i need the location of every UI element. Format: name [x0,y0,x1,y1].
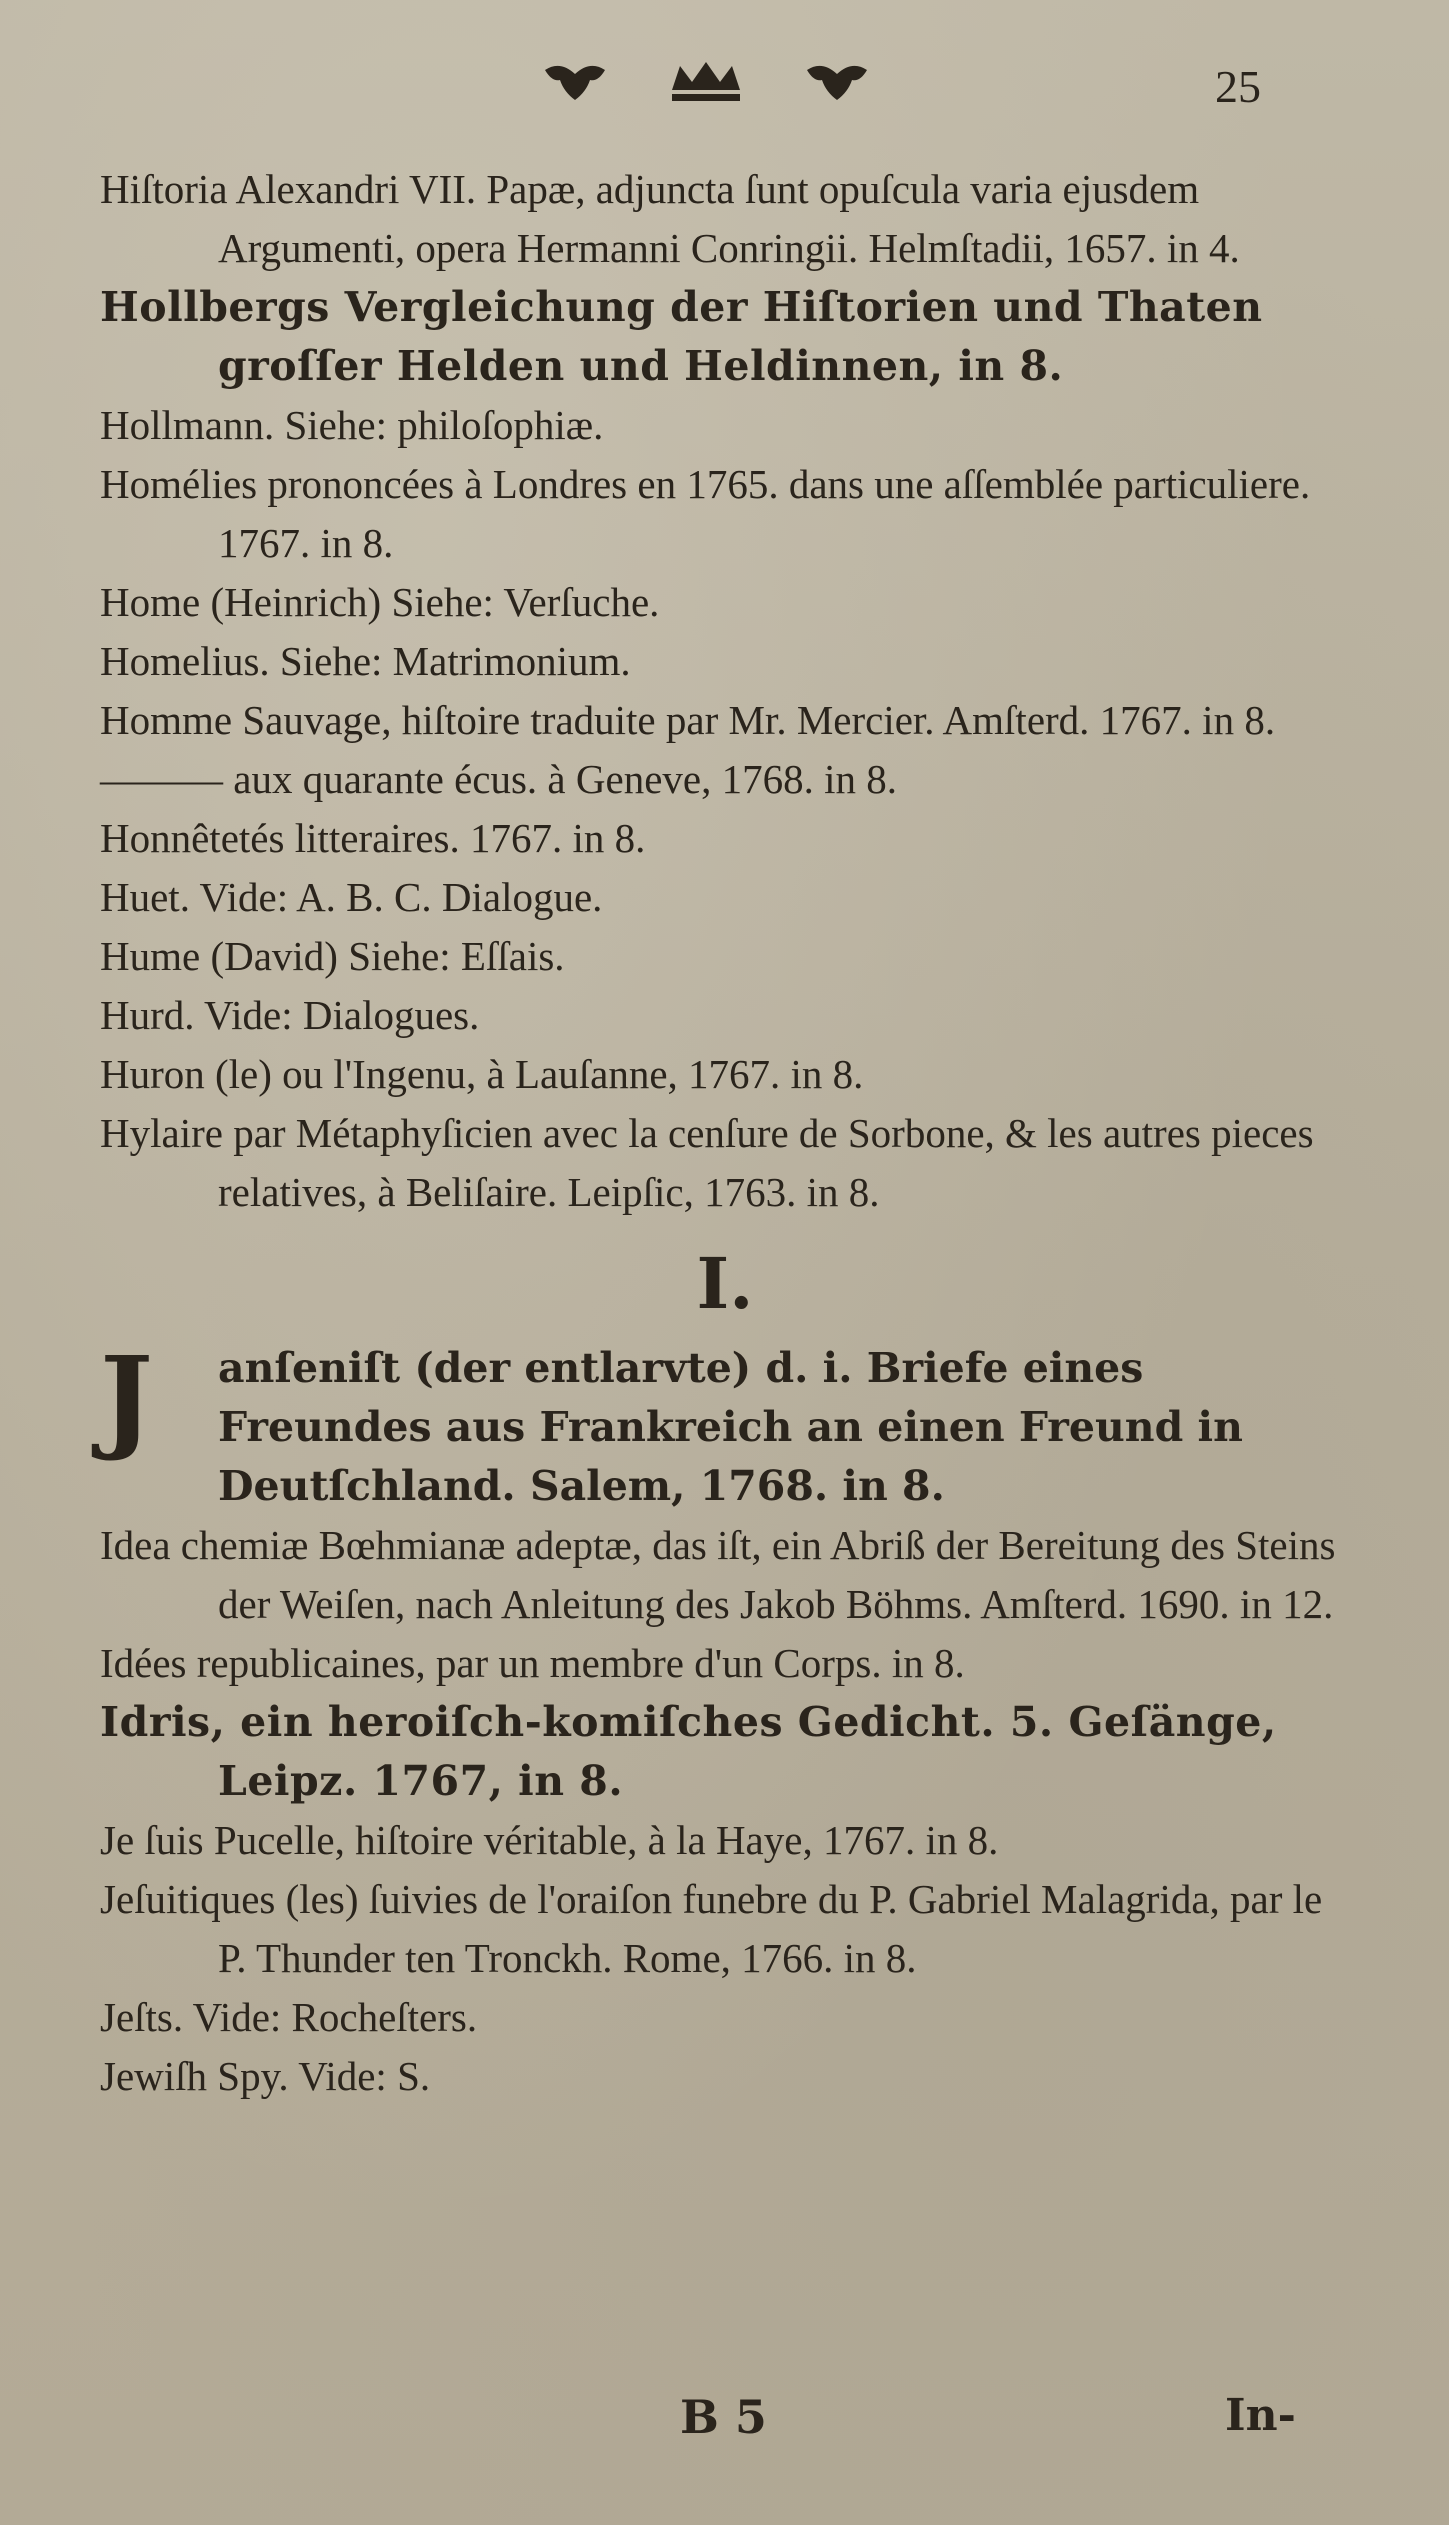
decorative-initial: J [100,1333,153,1464]
index-entries [100,160,1350,2106]
index-entry: Homelius. Siehe: Matrimonium. [100,638,631,684]
crown-ornament-icon [540,60,610,106]
index-entry-text: anſeniſt (der entlarvte) d. i. Briefe eines Freundes aus Frankreich an einen Freund in Deutſchland. Salem, 1768. in 8. [218,1344,1243,1510]
page-footer [0,2390,1449,2470]
index-entry: Hylaire par Métaphyſicien avec la cenſure de Sorbone, & les autres pieces relatives, à Beliſaire. Leipſic, 1763. in 8. [100,1110,1314,1215]
page-number: 25 [1215,61,1261,112]
index-entry: Hollmann. Siehe: philoſophiæ. [100,402,604,448]
index-entry: Home (Heinrich) Siehe: Verſuche. [100,579,660,625]
crown-ornament-icon [666,60,746,106]
index-entry-with-initial [100,1333,1350,1516]
index-entry: Honnêtetés litteraires. 1767. in 8. [100,815,646,861]
index-entry: Idées republicaines, par un membre d'un Corps. in 8. [100,1640,965,1686]
index-entry: Huron (le) ou l'Ingenu, à Lauſanne, 1767. in 8. [100,1051,864,1097]
index-entry: Homme Sauvage, hiſtoire traduite par Mr. Mercier. Amſterd. 1767. in 8. [100,697,1276,743]
index-entry: Hollbergs Vergleichung der Hiſtorien und Thaten groſſer Helden und Heldinnen, in 8. [100,283,1263,390]
index-entry: Je ſuis Pucelle, hiſtoire véritable, à la Haye, 1767. in 8. [100,1817,999,1863]
index-entry: Homélies prononcées à Londres en 1765. dans une aſſemblée particuliere. 1767. in 8. [100,461,1311,566]
index-entry: Hume (David) Siehe: Eſſais. [100,933,565,979]
section-heading: I. [696,1242,754,1325]
index-entry: Huet. Vide: A. B. C. Dialogue. [100,874,603,920]
signature-mark: B 5 [680,2390,767,2444]
index-entry: Jewiſh Spy. Vide: S. [100,2053,431,2099]
index-entry: ——— aux quarante écus. à Geneve, 1768. in 8. [100,756,897,802]
crown-ornament-icon [802,60,872,106]
header-ornaments [540,60,872,106]
index-entry: Jeſts. Vide: Rocheſters. [100,1994,478,2040]
index-entry: Hiſtoria Alexandri VII. Papæ, adjuncta ſunt opuſcula varia ejusdem Argumenti, opera Hermanni Conringii. Helmſtadii, 1657. in 4. [100,166,1240,271]
index-entry: Idea chemiæ Bœhmianæ adeptæ, das iſt, ein Abriß der Bereitung des Steins der Weiſen, nach Anleitung des Jakob Böhms. Amſterd. 1690. in 12. [100,1522,1336,1627]
index-entry: Idris, ein heroiſch-komiſches Gedicht. 5. Geſänge, Leipz. 1767, in 8. [100,1698,1277,1805]
index-entry: Jeſuitiques (les) ſuivies de l'oraiſon funebre du P. Gabriel Malagrida, par le P. Thunder ten Tronckh. Rome, 1766. in 8. [100,1876,1323,1981]
index-entry: Hurd. Vide: Dialogues. [100,992,480,1038]
page-header [0,40,1449,130]
catchword: In- [1225,2390,1296,2441]
